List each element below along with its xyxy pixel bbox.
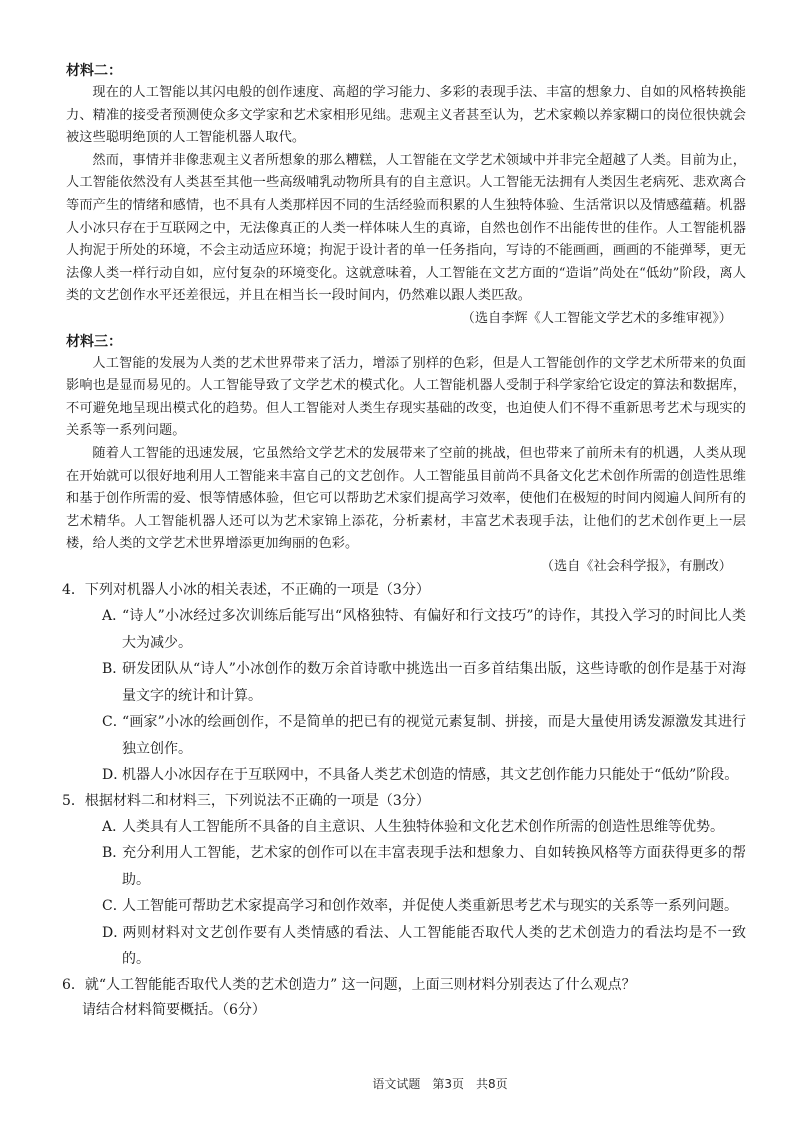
question-5 [62,789,746,973]
question-6-stem: 6．就“人工智能能否取代人类的艺术创造力” 这一问题，上面三则材料分别表达了什么观点？ [62,976,636,993]
option-letter: D． [102,767,128,784]
material-three-paragraph: 人工智能的发展为人类的艺术世界带来了活力，增添了别样的色彩，但是人工智能创作的文学艺术所带来的负面影响也是显而易见的。人工智能导致了文学艺术的模式化。人工智能机器人受制于科学家给它设定的算法和数据库，不可避免地呈现出模式化的趋势。但人工智能对人类生存现实基础的改变，也迫使人们不得不重新思考艺术与现实的关系等一系列问题。 [66,355,746,439]
option-letter: B． [102,845,127,862]
option-letter: C． [102,898,127,915]
material-three [66,331,746,579]
question-5-option-a [66,814,746,841]
material-two [66,60,746,331]
option-text: 充分利用人工智能，艺术家的创作可以在丰富表现手法和想象力、自如转换风格等方面获得更多的帮助。 [122,845,746,888]
material-two-paragraph: 然而，事情并非像悲观主义者所想象的那么糟糕，人工智能在文学艺术领域中并非完全超越了人类。目前为止，人工智能依然没有人类甚至其他一些高级哺乳动物所具有的自主意识。人工智能无法拥有人类因生老病死、悲欢离合等而产生的情绪和感情，也不具有人类那样因不同的生活经验而积累的人生独特体验、生活常识以及情感蕴藉。机器人小冰只存在于互联网之中，无法像真正的人类一样体味人生的真谛，自然也创作不出能传世的佳作。人工智能机器人拘泥于所处的环境，不会主动适应环境；拘泥于设计者的单一任务指向，写诗的不能画画，画画的不能弹琴，更无法像人类一样行动自如，应付复杂的环境变化。这就意味着，人工智能在文艺方面的“造诣”尚处在“低幼”阶段，离人类的文艺创作水平还差很远，并且在相当长一段时间内，仍然难以跟人类匹敌。 [66,152,746,304]
question-5-stem: 5．根据材料二和材料三，下列说法不正确的一项是（3分） [62,792,430,809]
option-letter: A． [102,608,127,625]
material-two-source: （选自李辉《人工智能文学艺术的多维审视》） [461,310,732,326]
question-6-instruction: 请结合材料简要概括。（6分） [82,1001,266,1018]
question-4-option-c [66,709,746,762]
option-text: 机器人小冰因存在于互联网中，不具备人类艺术创造的情感，其文艺创作能力只能处于“低幼”阶段。 [122,767,739,784]
exam-page [62,60,746,1023]
option-text: 研发团队从“诗人”小冰创作的数万余首诗歌中挑选出一百多首结集出版，这些诗歌的创作是基于对海量文字的统计和计算。 [122,661,746,704]
option-text: 两则材料对文艺创作要有人类情感的看法、人工智能能否取代人类的艺术创造力的看法均是不一致的。 [122,924,746,968]
material-three-paragraph: 随着人工智能的迅速发展，它虽然给文学艺术的发展带来了空前的挑战，但也带来了前所未有的机遇，人类从现在开始就可以很好地利用人工智能来丰富自己的文艺创作。人工智能虽目前尚不具备文化艺术创作所需的创造性思维和基于创作所需的爱、恨等情感体验，但它可以帮助艺术家们提高学习效率，使他们在极短的时间内阅遍人间所有的艺术精华。人工智能机器人还可以为艺术家锦上添花，分析素材，丰富艺术表现手法，让他们的艺术创作更上一层楼，给人类的文学艺术世界增添更加绚丽的色彩。 [66,445,746,552]
option-text: 人工智能可帮助艺术家提高学习和创作效率，并促使人类重新思考艺术与现实的关系等一系列问题。 [122,898,738,915]
question-5-option-d [66,920,746,973]
question-4-option-b [66,656,746,709]
question-5-option-b [66,840,746,893]
question-4-option-a [66,603,746,656]
material-three-source: （选自《社会科学报》，有删改） [540,558,732,574]
option-letter: A． [102,818,127,835]
page-footer: 语文试题 第3页 共8页 [372,1077,508,1091]
option-text: “诗人”小冰经过多次训练后能写出“风格独特、有偏好和行文技巧”的诗作，其投入学习的时间比人类大为减少。 [122,608,746,651]
material-three-title: 材料三： [66,333,122,350]
option-text: “画家”小冰的绘画创作，不是简单的把已有的视觉元素复制、拼接，而是大量使用诱发源激发其进行独立创作。 [122,714,746,757]
question-4-stem: 4．下列对机器人小冰的相关表述，不正确的一项是（3分） [62,582,430,599]
question-5-option-c [66,893,746,920]
material-two-paragraph: 现在的人工智能以其闪电般的创作速度、高超的学习能力、多彩的表现手法、丰富的想象力、自如的风格转换能力、精准的接受者预测使众多文学家和艺术家相形见绌。悲观主义者甚至认为，艺术家赖以养家糊口的岗位很快就会被这些聪明绝顶的人工智能机器人取代。 [66,85,746,146]
question-6 [62,973,746,1023]
option-letter: B． [102,661,127,678]
option-text: 人类具有人工智能所不具备的自主意识、人生独特体验和文化艺术创作所需的创造性思维等优势。 [122,818,724,835]
option-letter: D． [102,924,128,941]
material-two-title: 材料二： [66,63,122,79]
question-4-option-d [66,762,746,789]
option-letter: C． [102,714,127,731]
question-4 [62,578,746,789]
